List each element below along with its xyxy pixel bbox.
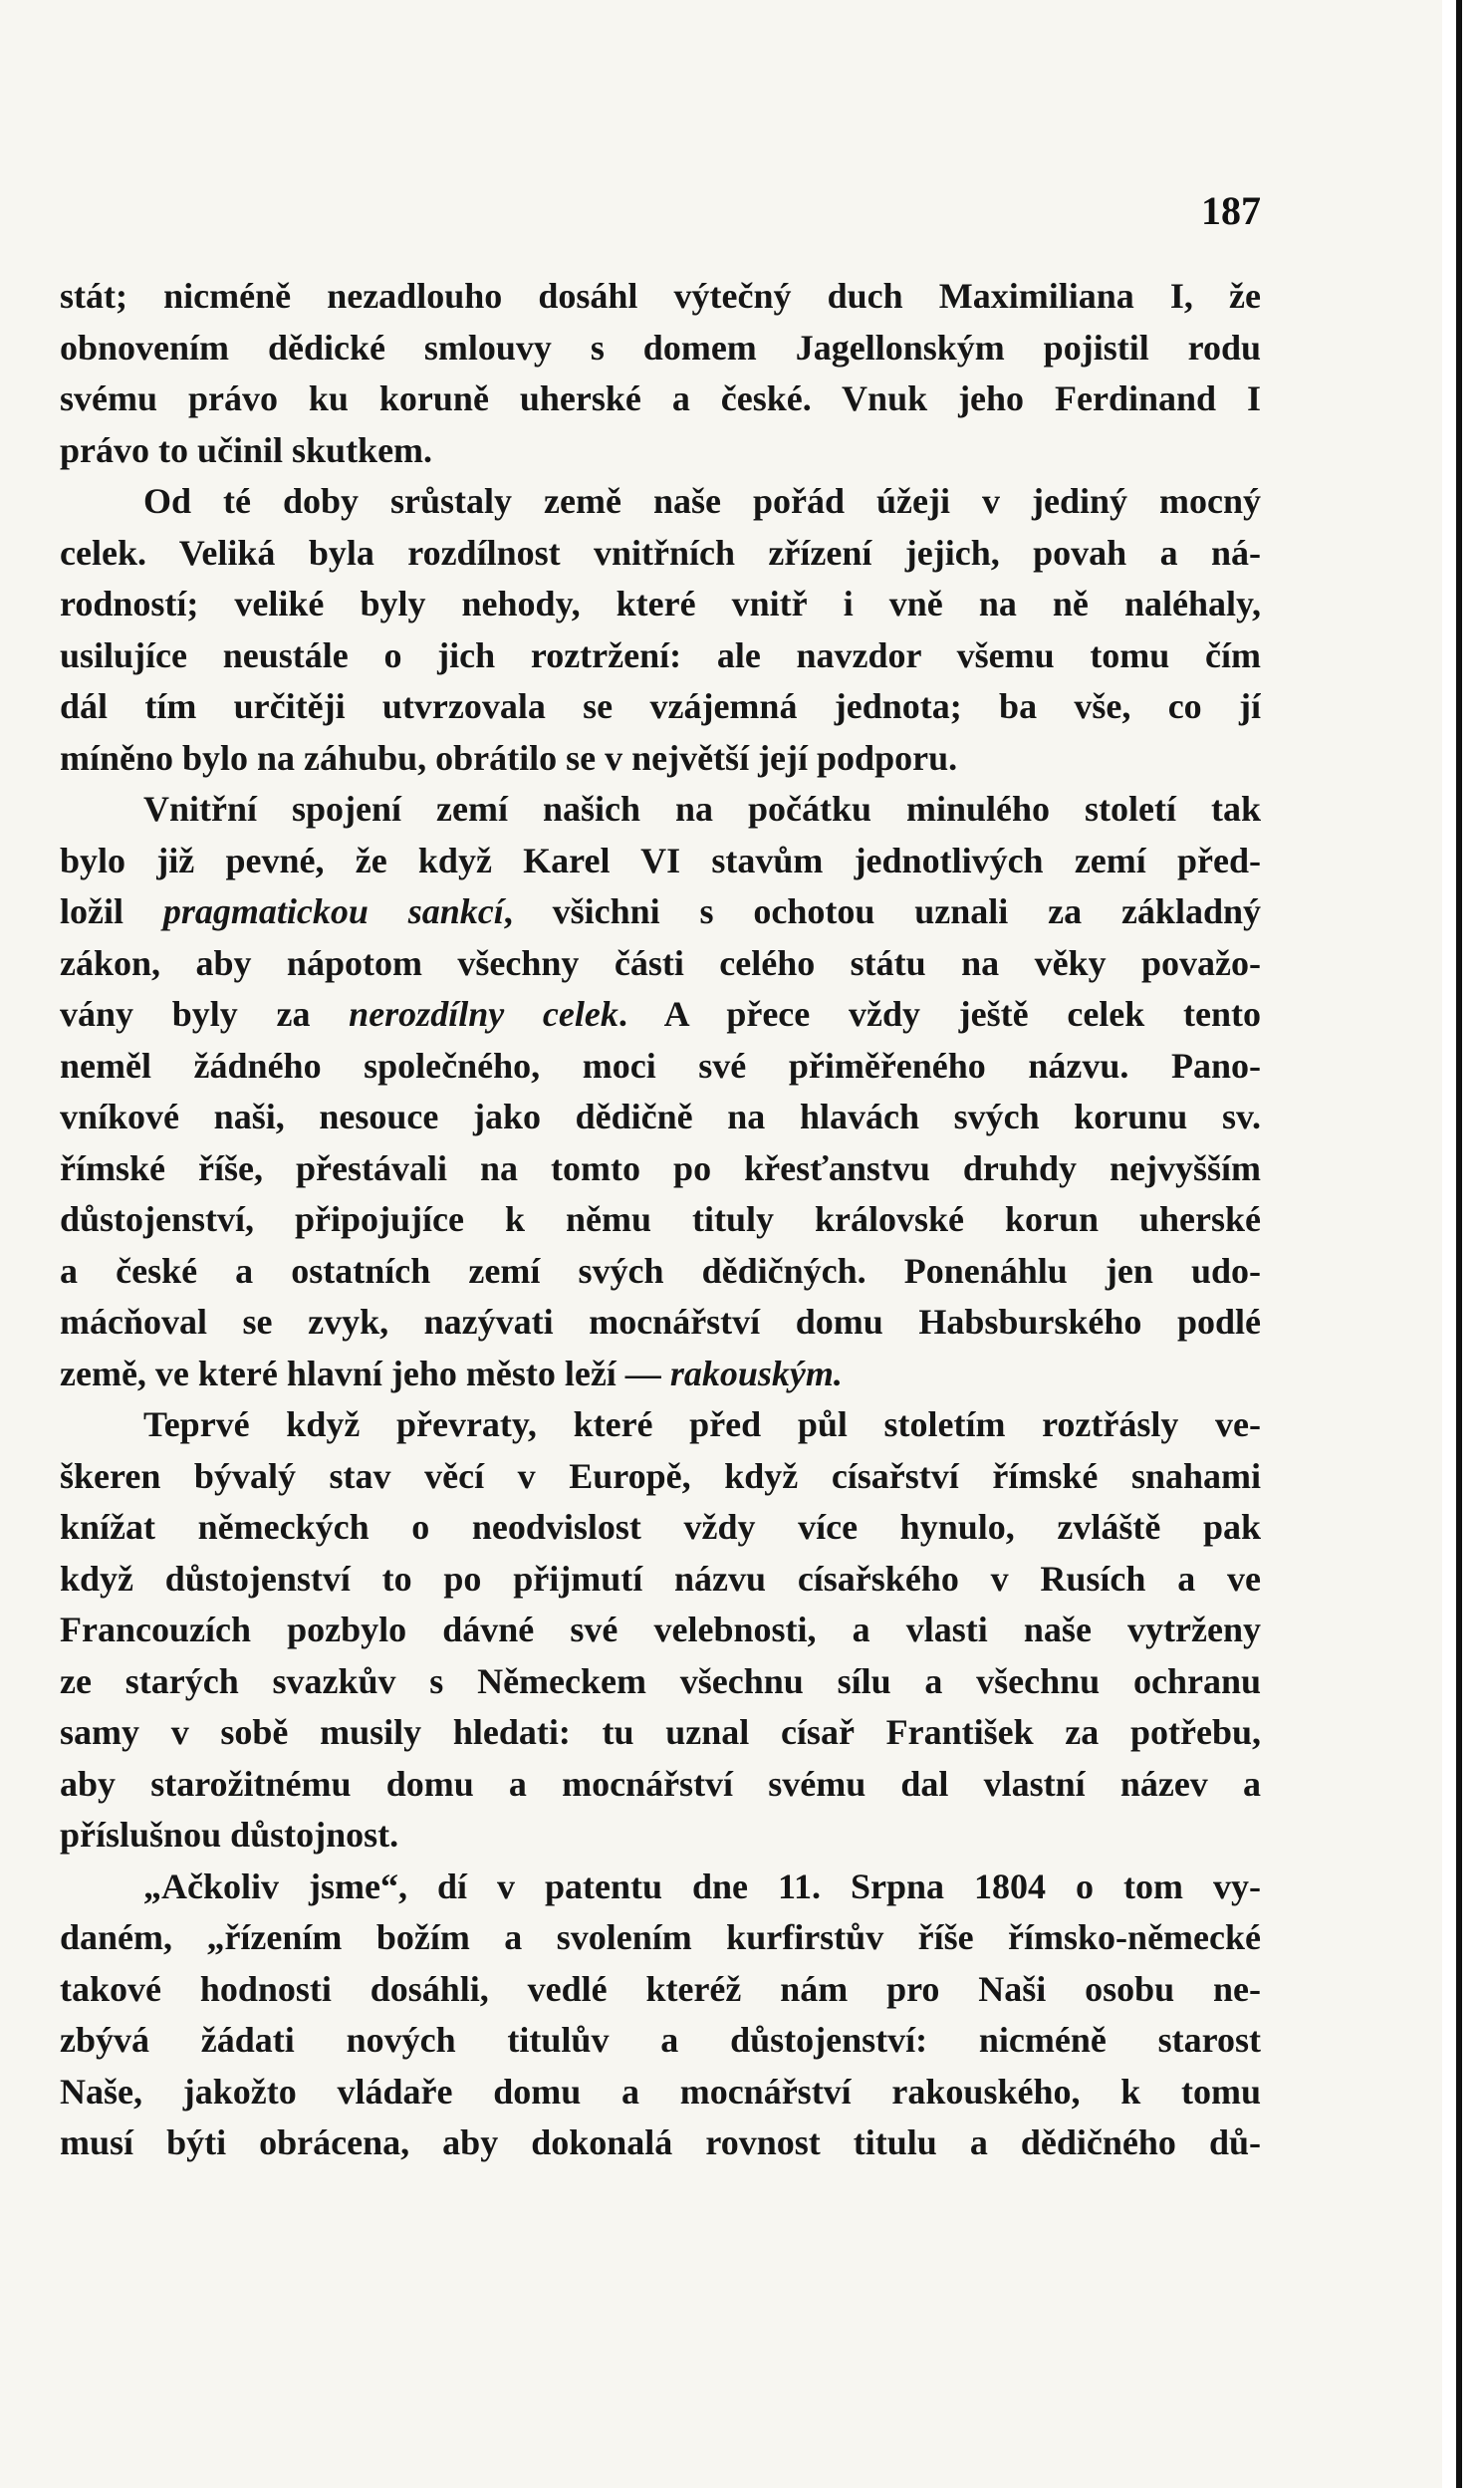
text-line: neměl žádného společného, moci své přiměřeného názvu. Pano-: [60, 1045, 1261, 1086]
text-line: římské říše, přestávali na tomto po křesťanstvu druhdy nejvyšším: [60, 1147, 1261, 1188]
text-line: bylo již pevné, že když Karel VI stavům jednotlivých zemí před-: [60, 840, 1261, 880]
scan-margin: [1442, 0, 1484, 2488]
text-line: Od té doby srůstaly země naše pořád úžeji v jediný mocný: [143, 481, 1261, 521]
emphasis: nerozdílny celek: [349, 994, 618, 1034]
text-line: samy v sobě musily hledati: tu uznal císař František za potřebu,: [60, 1712, 1261, 1752]
text-line: celek. Veliká byla rozdílnost vnitřních zřízení jejich, povah a ná-: [60, 532, 1261, 573]
text-line: svému právo ku koruně uherské a české. Vnuk jeho Ferdinand I: [60, 378, 1261, 418]
text-line: aby starožitnému domu a mocnářství svému dal vlastní název a: [60, 1763, 1261, 1804]
text-line: a české a ostatních zemí svých dědičných. Ponenáhlu jen udo-: [60, 1250, 1261, 1291]
text-line: příslušnou důstojnost.: [60, 1815, 399, 1855]
text-line: mácňoval se zvyk, nazývati mocnářství domu Habsburského podlé: [60, 1302, 1261, 1342]
text-line: zákon, aby nápotom všechny části celého státu na věky považo-: [60, 942, 1261, 983]
text-line: když důstojenství to po přijmutí názvu císařského v Rusích a ve: [60, 1558, 1261, 1599]
text-line: usilujíce neustále o jich roztržení: ale navzdor všemu tomu čím: [60, 634, 1261, 675]
page-number: 187: [1201, 188, 1261, 233]
text-line: musí býti obrácena, aby dokonalá rovnost titulu a dědičného dů-: [60, 2122, 1261, 2162]
text-line: Vnitřní spojení zemí našich na počátku minulého století tak: [143, 789, 1261, 829]
page-edge-line: [1456, 0, 1462, 2488]
text-line: vníkové naši, nesouce jako dědičně na hlavách svých korunu sv.: [60, 1097, 1261, 1136]
text-line: knížat německých o neodvislost vždy více hynulo, zvláště pak: [60, 1507, 1261, 1547]
text-line: míněno bylo na záhubu, obrátilo se v největší její podporu.: [60, 737, 958, 778]
text-line: Naše, jakožto vládaře domu a mocnářství rakouského, k tomu: [60, 2071, 1261, 2112]
text-line: stát; nicméně nezadlouho dosáhl výtečný duch Maximiliana I, že: [60, 276, 1261, 316]
text-line: takové hodnosti dosáhli, vedlé kteréž nám pro Naši osobu ne-: [60, 1968, 1261, 2009]
text-line: důstojenství, připojujíce k němu tituly královské korun uherské: [60, 1199, 1261, 1239]
text-line: právo to učinil skutkem.: [60, 429, 433, 470]
text-line: škeren bývalý stav věcí v Europě, když císařství římské snahami: [60, 1455, 1261, 1496]
text-line: Francouzích pozbylo dávné své velebnosti, a vlasti naše vytrženy: [60, 1610, 1261, 1649]
text-line: země, ve které hlavní jeho město leží — rakouským.: [60, 1353, 843, 1393]
body-text: [60, 271, 1261, 2169]
text-line: daném, „řízením božím a svolením kurfirstův říše římsko-německé: [60, 1917, 1261, 1957]
text-line: ze starých svazkův s Německem všechnu sílu a všechnu ochranu: [60, 1660, 1261, 1701]
text-line: Teprvé když převraty, které před půl stoletím roztřásly ve-: [143, 1404, 1261, 1444]
text-line: „Ačkoliv jsme“, dí v patentu dne 11. Srpna 1804 o tom vy-: [143, 1866, 1261, 1906]
text-line: obnovením dědické smlouvy s domem Jagellonským pojistil rodu: [60, 327, 1261, 368]
emphasis: rakouským.: [669, 1353, 843, 1393]
text-line: vány byly za nerozdílny celek. A přece vždy ještě celek tento: [60, 994, 1261, 1034]
text-line: dál tím určitěji utvrzovala se vzájemná jednota; ba vše, co jí: [60, 686, 1261, 726]
text-line: rodností; veliké byly nehody, které vnitř i vně na ně naléhaly,: [60, 584, 1261, 623]
text-line: zbývá žádati nových titulův a důstojenství: nicméně starost: [60, 2020, 1261, 2060]
emphasis: pragmatickou sankcí: [162, 891, 504, 931]
text-line: ložil pragmatickou sankcí, všichni s ochotou uznali za základný: [60, 891, 1261, 931]
